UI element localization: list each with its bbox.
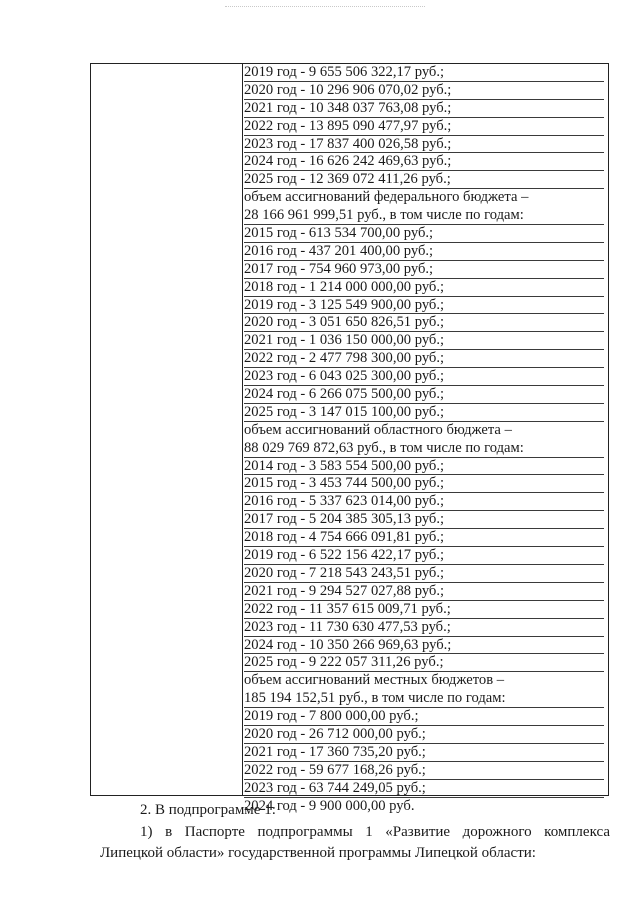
budget-line: 2019 год - 9 655 506 322,17 руб.; <box>244 64 604 82</box>
budget-lines-list <box>244 64 604 815</box>
budget-line: 2023 год - 17 837 400 026,58 руб.; <box>244 136 604 154</box>
budget-line: 2018 год - 1 214 000 000,00 руб.; <box>244 279 604 297</box>
budget-line: объем ассигнований местных бюджетов – <box>244 672 505 689</box>
budget-line: 2020 год - 7 218 543 243,51 руб.; <box>244 565 604 583</box>
budget-line: 2017 год - 5 204 385 305,13 руб.; <box>244 511 604 529</box>
budget-line: 2024 год - 9 900 000,00 руб. <box>244 797 415 814</box>
section-heading: 2. В подпрограмме 1: <box>140 802 276 818</box>
budget-line: 2019 год - 6 522 156 422,17 руб.; <box>244 547 604 565</box>
amendment-text <box>100 797 610 864</box>
budget-line: 2016 год - 437 201 400,00 руб.; <box>244 243 604 261</box>
budget-line: 2019 год - 7 800 000,00 руб.; <box>244 708 604 726</box>
amendment-paragraph-line1: 1) в Паспорте подпрограммы 1 «Развитие дорожного комплекса <box>140 824 610 840</box>
budget-line: 2019 год - 3 125 549 900,00 руб.; <box>244 297 604 315</box>
scan-artifact <box>225 6 425 10</box>
budget-line: 2023 год - 63 744 249,05 руб.; <box>244 780 604 798</box>
budget-line: 2020 год - 3 051 650 826,51 руб.; <box>244 314 604 332</box>
budget-line: 2021 год - 17 360 735,20 руб.; <box>244 744 604 762</box>
column-divider <box>242 64 243 795</box>
budget-line: 2020 год - 26 712 000,00 руб.; <box>244 726 604 744</box>
budget-line: объем ассигнований федерального бюджета – <box>244 189 529 206</box>
budget-line: 2022 год - 13 895 090 477,97 руб.; <box>244 118 604 136</box>
budget-line: 2025 год - 9 222 057 311,26 руб.; <box>244 654 604 672</box>
budget-line: 2022 год - 11 357 615 009,71 руб.; <box>244 601 604 619</box>
budget-line: 185 194 152,51 руб., в том числе по годам: <box>244 690 604 708</box>
budget-line: 2025 год - 3 147 015 100,00 руб.; <box>244 404 604 422</box>
budget-line: 2016 год - 5 337 623 014,00 руб.; <box>244 493 604 511</box>
budget-line: 2015 год - 3 453 744 500,00 руб.; <box>244 475 604 493</box>
budget-line: 2017 год - 754 960 973,00 руб.; <box>244 261 604 279</box>
budget-line: объем ассигнований областного бюджета – <box>244 421 512 438</box>
budget-line: 88 029 769 872,63 руб., в том числе по годам: <box>244 440 604 458</box>
budget-line: 2023 год - 11 730 630 477,53 руб.; <box>244 619 604 637</box>
budget-line: 2022 год - 59 677 168,26 руб.; <box>244 762 604 780</box>
budget-line: 2024 год - 6 266 075 500,00 руб.; <box>244 386 604 404</box>
budget-line: 2015 год - 613 534 700,00 руб.; <box>244 225 604 243</box>
budget-line: 2021 год - 1 036 150 000,00 руб.; <box>244 332 604 350</box>
budget-line: 2024 год - 10 350 266 969,63 руб.; <box>244 637 604 655</box>
budget-line: 2014 год - 3 583 554 500,00 руб.; <box>244 458 604 476</box>
budget-line: 2021 год - 10 348 037 763,08 руб.; <box>244 100 604 118</box>
amendment-paragraph-line2: Липецкой области» государственной программы Липецкой области: <box>100 845 536 861</box>
budget-line: 28 166 961 999,51 руб., в том числе по годам: <box>244 207 604 225</box>
budget-line: 2023 год - 6 043 025 300,00 руб.; <box>244 368 604 386</box>
budget-line: 2018 год - 4 754 666 091,81 руб.; <box>244 529 604 547</box>
budget-line: 2022 год - 2 477 798 300,00 руб.; <box>244 350 604 368</box>
budget-line: 2020 год - 10 296 906 070,02 руб.; <box>244 82 604 100</box>
table-left-cell <box>91 64 242 795</box>
budget-line: 2024 год - 16 626 242 469,63 руб.; <box>244 153 604 171</box>
budget-line: 2025 год - 12 369 072 411,26 руб.; <box>244 171 604 189</box>
budget-line: 2021 год - 9 294 527 027,88 руб.; <box>244 583 604 601</box>
